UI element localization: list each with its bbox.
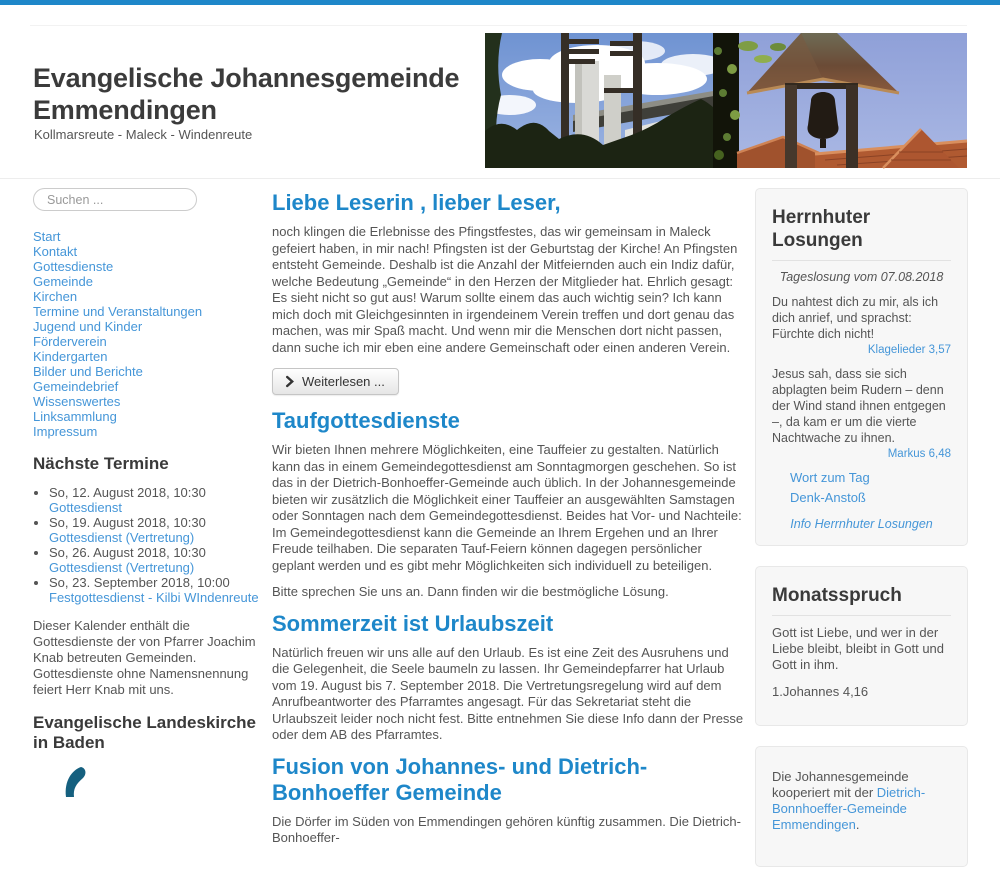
kooperation-text	[772, 769, 951, 833]
kooperation-text-after: .	[855, 817, 860, 832]
event-link[interactable]: Gottesdienst (Vertretung)	[49, 560, 195, 575]
upcoming-events-list	[49, 485, 265, 605]
monatsspruch-text: Gott ist Liebe, und wer in der Liebe bleibt, bleibt in Gott und Gott in ihm.	[772, 625, 945, 672]
nav-item-start[interactable]: Start	[33, 229, 61, 244]
article-taufgottesdienste	[272, 408, 746, 601]
article-paragraph: Natürlich freuen wir uns alle auf den Urlaub. Es ist eine Zeit des Ausruhens und die Gelegenheit, die Seele baumeln zu lassen. Ihr Gemeindepfarrer hat Urlaub vom 19. August bis 7. September 2018. Die Vertretungsregelung wird auf dem Anrufbeantworter des Pfarramtes angesagt. Für das Sekretariat steht die Urlaubszeit leider noch nicht fest. Bitte entnehmen Sie diese Info dann der Presse oder dem AB des Pfarramtes.	[272, 644, 744, 742]
header-divider	[30, 25, 967, 26]
nav-item-gottesdienste[interactable]: Gottesdienste	[33, 259, 114, 274]
losungen-heading: Herrnhuter Losungen	[772, 202, 951, 261]
dbg-gemeinde-link[interactable]: Dietrich-Bonnhoeffer-Gemeinde Emmendingen	[772, 785, 926, 832]
article-title: Taufgottesdienste	[272, 408, 460, 433]
article-liebe-leser	[272, 190, 746, 399]
monatsspruch-reference: 1.Johannes 4,16	[772, 684, 869, 699]
article-fusion	[272, 754, 746, 847]
denk-anstoss-link[interactable]: Denk-Anstoß	[790, 490, 866, 505]
event-item	[49, 485, 265, 515]
nav-item-wissenswertes[interactable]: Wissenswertes	[33, 394, 121, 409]
nav-item-gemeindebrief[interactable]: Gemeindebrief	[33, 379, 119, 394]
event-link[interactable]: Festgottesdienst - Kilbi WIndenreute	[49, 590, 259, 605]
right-sidebar	[755, 188, 968, 887]
event-item	[49, 545, 265, 575]
read-more-label: Weiterlesen ...	[302, 374, 385, 389]
kooperation-text-before: Die Johannesgemeinde kooperiert mit der	[772, 769, 909, 800]
nav-item-foerderverein[interactable]: Förderverein	[33, 334, 107, 349]
nav-item-jugend[interactable]: Jugend und Kinder	[33, 319, 143, 334]
main-navigation	[33, 229, 265, 439]
main-content	[272, 190, 746, 857]
info-herrnhuter-link[interactable]: Info Herrnhuter Losungen	[790, 517, 933, 531]
landeskirche-heading: Evangelische Landeskirche in Baden	[33, 713, 256, 752]
losung-verse-1: Du nahtest dich zu mir, als ich dich anrief, und sprachst: Fürchte dich nicht!	[772, 295, 939, 341]
bell	[807, 92, 838, 139]
article-title: Fusion von Johannes- und Dietrich-Bonhoeffer Gemeinde	[272, 753, 648, 805]
nav-item-impressum[interactable]: Impressum	[33, 424, 98, 439]
header-photo	[485, 33, 967, 168]
verse-reference-link[interactable]: Markus 6,48	[887, 448, 951, 460]
monatsspruch-box	[755, 566, 968, 726]
nav-item-termine[interactable]: Termine und Veranstaltungen	[33, 304, 203, 319]
content-divider	[0, 178, 1000, 179]
event-item	[49, 575, 265, 605]
read-more-button[interactable]	[272, 368, 399, 395]
event-link[interactable]: Gottesdienst	[49, 500, 122, 515]
article-paragraph: Die Dörfer im Süden von Emmendingen gehören künftig zusammen. Die Dietrich-Bonhoeffer-	[272, 813, 741, 845]
article-title: Sommerzeit ist Urlaubszeit	[272, 610, 554, 636]
article-paragraph: noch klingen die Erlebnisse des Pfingstfestes, das wir gemeinsam in Maleck gefeiert haben, in mir nach! Pfingsten ist der Geburtstag der Kirche! An Pfingsten entsteht Gemeinde. Deshalb ist die Anzahl der Mitfeiernden auch ein Indiz dafür, welche Bedeutung „Gemeinde“ in den Herzen der Mitglieder hat. Ehrlich gesagt: Es sieht nicht so gut aus! Warum sollte einem das auch wichtig sein? Ich kann mich doch mit Gleichgesinnten in irgendeinem Verein treffen und dort genau das machen, was mir Spaß macht. Und wenn mir die Menschen dort nicht passen, dann suche ich mir eben eine andere Gemeinschaft oder einen anderen Verein.	[272, 224, 738, 355]
event-date: • So, 12. August 2018, 10:30	[49, 485, 206, 500]
event-item	[49, 515, 265, 545]
landeskirche-logo[interactable]	[52, 767, 265, 802]
event-date: • So, 26. August 2018, 10:30	[49, 545, 206, 560]
wort-zum-tag-link[interactable]: Wort zum Tag	[790, 470, 870, 485]
article-paragraph: Bitte sprechen Sie uns an. Dann finden wir die bestmögliche Lösung.	[272, 584, 669, 599]
site-tagline: Kollmarsreute - Maleck - Windenreute	[34, 127, 253, 142]
church-photo-illustration	[485, 33, 967, 168]
article-sommerzeit	[272, 611, 746, 744]
nav-item-linksammlung[interactable]: Linksammlung	[33, 409, 117, 424]
nav-item-kontakt[interactable]: Kontakt	[33, 244, 78, 259]
kooperation-box	[755, 746, 968, 867]
article-paragraph: Wir bieten Ihnen mehrere Möglichkeiten, eine Tauffeier zu gestalten. Natürlich kann das in einem Gemeindegottesdienst am Sonntagmorgen geschehen. So ist das in der Dietrich-Bonhoeffer-Gemeinde auch üblich. In der Johannesgemeinde bieten wir zusätzlich die Möglichkeit einer Tauffeier an ausgewählten Samstagen oder Sonntagen nach dem Gemeindegottesdienst. Beides hat Vor- und Nachteile: Im Gemeindegottesdienst kann die Gemeinde an Ihrem Ergehen und an Ihrer Freude teilhaben. Die separaten Tauf-Feiern können dagegen persönlicher geplant werden und es gibt mehr Möglichkeiten sich individuell zu beteiligen.	[272, 442, 742, 573]
nav-item-gemeinde[interactable]: Gemeinde	[33, 274, 93, 289]
nav-item-kindergarten[interactable]: Kindergarten	[33, 349, 108, 364]
nav-item-kirchen[interactable]: Kirchen	[33, 289, 78, 304]
event-date: • So, 23. September 2018, 10:00	[49, 575, 230, 590]
article-title: Liebe Leserin , lieber Leser,	[272, 190, 561, 215]
termine-heading: Nächste Termine	[33, 454, 169, 473]
landeskirche-logo-icon	[52, 767, 98, 797]
verse-reference-link[interactable]: Klagelieder 3,57	[867, 344, 951, 356]
site-title: Evangelische Johannesgemeinde Emmendingen	[33, 63, 460, 125]
chevron-right-icon	[286, 376, 294, 387]
nav-item-bilder[interactable]: Bilder und Berichte	[33, 364, 143, 379]
calendar-note: Dieser Kalender enthält die Gottesdienste der von Pfarrer Joachim Knab betreuten Gemeinden. Gottesdienste ohne Namensnennung feiert Herr Knab mit uns.	[33, 618, 256, 697]
herrnhuter-losungen-box	[755, 188, 968, 546]
losungen-date: Tageslosung vom 07.08.2018	[779, 270, 944, 284]
losung-verse-2: Jesus sah, dass sie sich abplagten beim Rudern – denn der Wind stand ihnen entgegen –, da kam er um die vierte Nachtwache zu ihnen.	[772, 367, 946, 445]
top-accent-bar	[0, 0, 1000, 5]
left-sidebar	[33, 188, 265, 802]
search-input[interactable]	[33, 188, 197, 211]
event-date: • So, 19. August 2018, 10:30	[49, 515, 206, 530]
event-link[interactable]: Gottesdienst (Vertretung)	[49, 530, 195, 545]
losungen-links	[790, 470, 951, 505]
monatsspruch-heading: Monatsspruch	[772, 580, 951, 616]
